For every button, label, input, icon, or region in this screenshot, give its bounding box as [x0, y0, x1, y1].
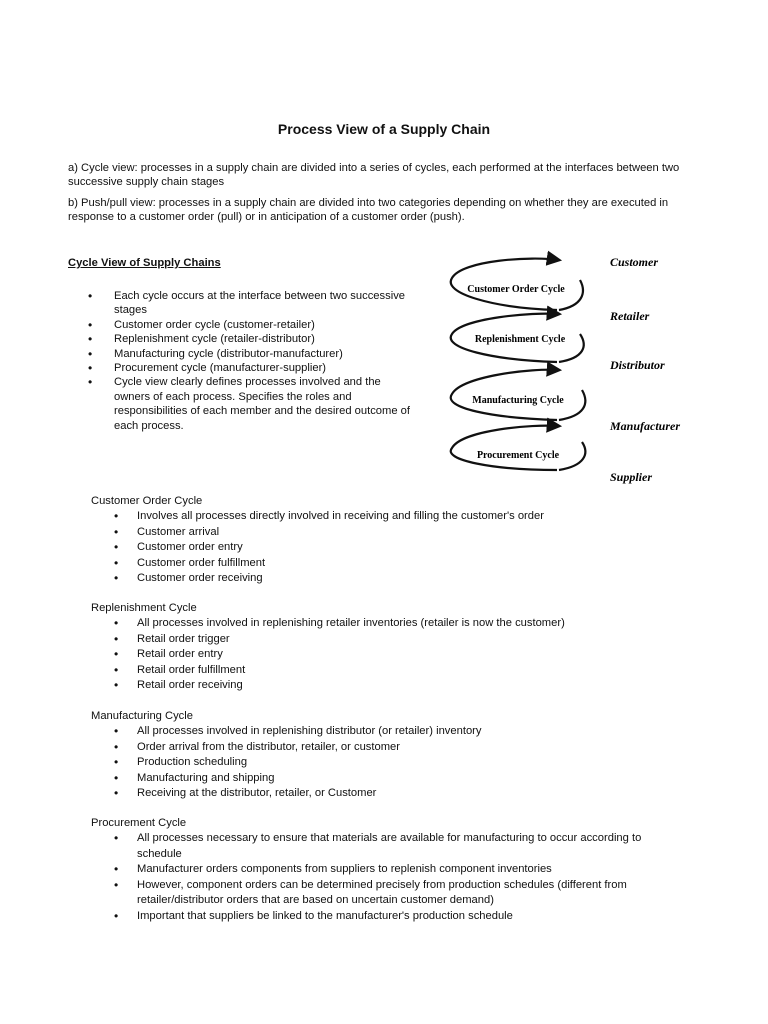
- diagram-stage-label: Distributor: [610, 358, 665, 372]
- list-item: • Procurement cycle (manufacturer-supplier): [88, 361, 418, 375]
- list-item: • Receiving at the distributor, retailer, or Customer: [91, 786, 711, 802]
- diagram-cycle-label: Customer Order Cycle: [467, 284, 565, 295]
- supply-chain-cycle-diagram: [432, 248, 702, 488]
- intro-cycle-view: a) Cycle view: processes in a supply chain are divided into a series of cycles, each performed at the interfaces between two successive supply chain stages: [68, 162, 680, 188]
- list-item: • However, component orders can be determined precisely from production schedules (different from retailer/distributor orders that are based on uncertain customer demand): [91, 878, 651, 909]
- procurement-cycle-loop: [451, 426, 559, 470]
- list-item: • Manufacturer orders components from suppliers to replenish component inventories: [91, 862, 651, 878]
- diagram-stage-label: Retailer: [610, 309, 650, 323]
- list-item: • Manufacturing and shipping: [91, 771, 711, 787]
- procurement-cycle-return: [559, 442, 585, 470]
- list-item: • Retail order fulfillment: [91, 663, 711, 679]
- diagram-stage-label: Customer: [610, 255, 659, 269]
- replenishment-cycle-section: [91, 601, 711, 694]
- list-item: • Customer order entry: [91, 540, 711, 556]
- list-item: • Important that suppliers be linked to the manufacturer's production schedule: [91, 909, 651, 925]
- list-item: • Manufacturing cycle (distributor-manufacturer): [88, 347, 418, 361]
- diagram-stage-label: Supplier: [610, 470, 653, 484]
- diagram-stage-label: Manufacturer: [610, 419, 681, 433]
- list-item: • All processes involved in replenishing retailer inventories (retailer is now the customer): [91, 616, 711, 632]
- list-item: • Customer order fulfillment: [91, 556, 711, 572]
- manufacturing-cycle-section: [91, 709, 711, 802]
- list-item: • Retail order trigger: [91, 632, 711, 648]
- diagram-cycle-label: Replenishment Cycle: [474, 334, 566, 345]
- customer-order-cycle-section: [91, 494, 711, 587]
- list-item: • Replenishment cycle (retailer-distributor): [88, 332, 418, 346]
- section-title: Manufacturing Cycle: [91, 710, 193, 722]
- list-item: • Retail order entry: [91, 647, 711, 663]
- list-item: • All processes involved in replenishing distributor (or retailer) inventory: [91, 724, 711, 740]
- list-item: • Cycle view clearly defines processes involved and the owners of each process. Specifies the roles and responsibilities of each member and the desired outcome of each process.: [88, 375, 418, 433]
- list-item: • All processes necessary to ensure that materials are available for manufacturing to occur according to schedule: [91, 831, 651, 862]
- section-title: Procurement Cycle: [91, 817, 187, 829]
- diagram-cycle-label: Procurement Cycle: [476, 450, 560, 461]
- cycle-view-list: [88, 289, 418, 433]
- procurement-cycle-section: [91, 816, 711, 925]
- intro-push-pull-view: b) Push/pull view: processes in a supply chain are divided into two categories depending on whether they are executed in response to a customer order (pull) or in anticipation of a customer order (push).: [68, 197, 669, 223]
- list-item: • Production scheduling: [91, 755, 711, 771]
- section-title: Replenishment Cycle: [91, 602, 197, 614]
- list-item: • Customer order cycle (customer-retailer): [88, 318, 418, 332]
- cycle-view-heading: Cycle View of Supply Chains: [68, 257, 221, 269]
- section-title: Customer Order Cycle: [91, 495, 203, 507]
- diagram-cycle-label: Manufacturing Cycle: [472, 395, 564, 406]
- list-item: • Each cycle occurs at the interface between two successive stages: [88, 289, 418, 318]
- list-item: • Order arrival from the distributor, retailer, or customer: [91, 740, 711, 756]
- list-item: • Customer order receiving: [91, 571, 711, 587]
- list-item: • Customer arrival: [91, 525, 711, 541]
- list-item: • Involves all processes directly involved in receiving and filling the customer's order: [91, 509, 711, 525]
- page-title: Process View of a Supply Chain: [277, 121, 491, 137]
- list-item: • Retail order receiving: [91, 678, 711, 694]
